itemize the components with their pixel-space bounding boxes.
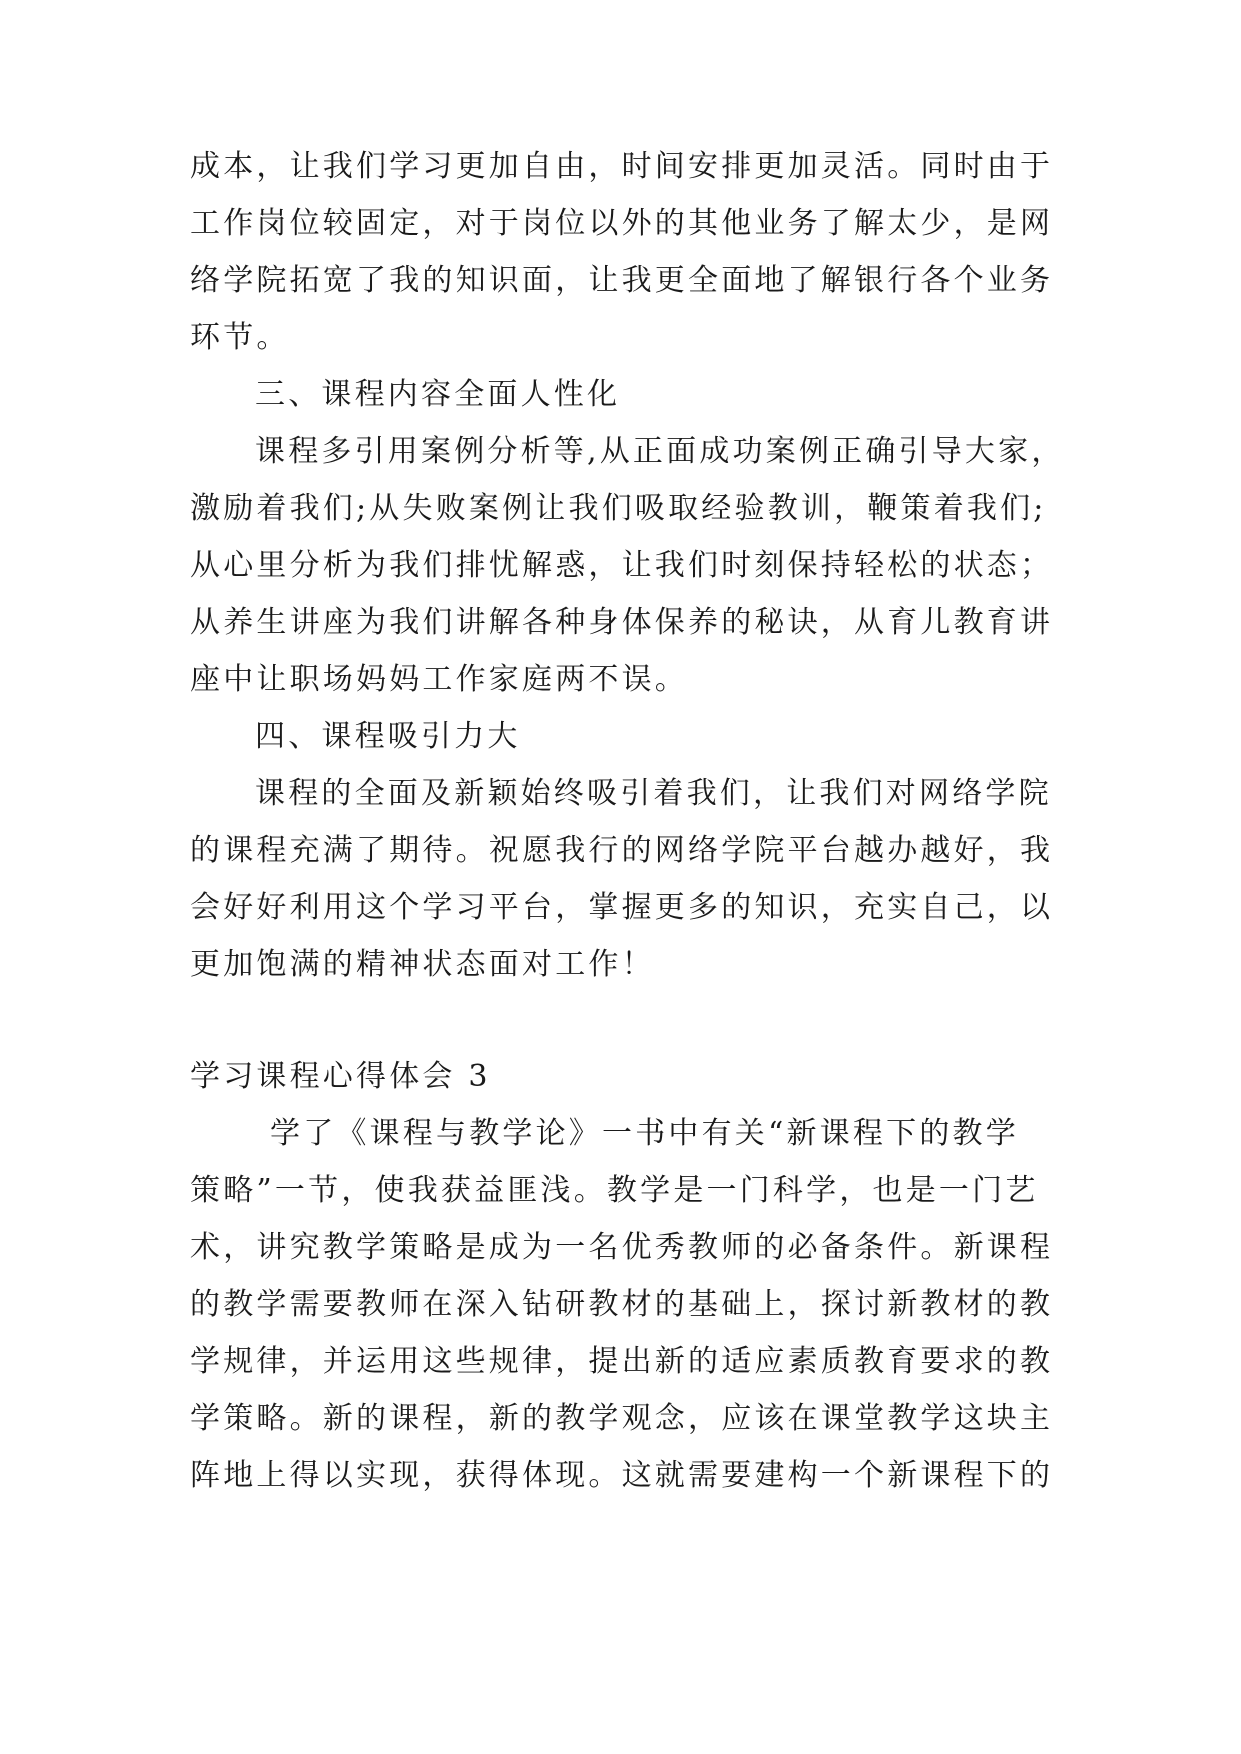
paragraph-line: 工作岗位较固定，对于岗位以外的其他业务了解太少，是网	[190, 206, 1054, 241]
paragraph-line: 阵地上得以实现，获得体现。这就需要建构一个新课程下的	[190, 1458, 1054, 1493]
paragraph-line: 座中让职场妈妈工作家庭两不误。	[190, 662, 688, 697]
paragraph-line: 环节。	[190, 320, 290, 355]
section-heading: 三、课程内容全面人性化	[255, 377, 621, 412]
paragraph-line: 从心里分析为我们排忧解惑，让我们时刻保持轻松的状态；	[190, 548, 1054, 583]
paragraph-line: 的教学需要教师在深入钻研教材的基础上，探讨新教材的教	[190, 1287, 1054, 1322]
paragraph-line: 更加饱满的精神状态面对工作！	[190, 947, 655, 982]
paragraph-line: 学策略。新的课程，新的教学观念，应该在课堂教学这块主	[190, 1401, 1054, 1436]
paragraph-line: 激励着我们;从失败案例让我们吸取经验教训，鞭策着我们;	[190, 491, 1047, 526]
paragraph-line: 学了《课程与教学论》一书中有关“新课程下的教学	[270, 1116, 1019, 1151]
section-heading: 四、课程吸引力大	[255, 719, 521, 754]
paragraph-line: 络学院拓宽了我的知识面，让我更全面地了解银行各个业务	[190, 263, 1054, 298]
paragraph-line: 策略”一节，使我获益匪浅。教学是一门科学，也是一门艺	[190, 1173, 1039, 1208]
paragraph-line: 术，讲究教学策略是成为一名优秀教师的必备条件。新课程	[190, 1230, 1054, 1265]
document-title: 学习课程心得体会 3	[190, 1059, 491, 1094]
paragraph-line: 从养生讲座为我们讲解各种身体保养的秘诀，从育儿教育讲	[190, 605, 1054, 640]
paragraph-line: 课程的全面及新颖始终吸引着我们，让我们对网络学院	[255, 776, 1052, 811]
paragraph-line: 会好好利用这个学习平台，掌握更多的知识，充实自己，以	[190, 890, 1054, 925]
paragraph-line: 课程多引用案例分析等,从正面成功案例正确引导大家，	[255, 434, 1065, 469]
paragraph-line: 的课程充满了期待。祝愿我行的网络学院平台越办越好，我	[190, 833, 1054, 868]
paragraph-line: 学规律，并运用这些规律，提出新的适应素质教育要求的教	[190, 1344, 1054, 1379]
paragraph-line: 成本，让我们学习更加自由，时间安排更加灵活。同时由于	[190, 149, 1054, 184]
